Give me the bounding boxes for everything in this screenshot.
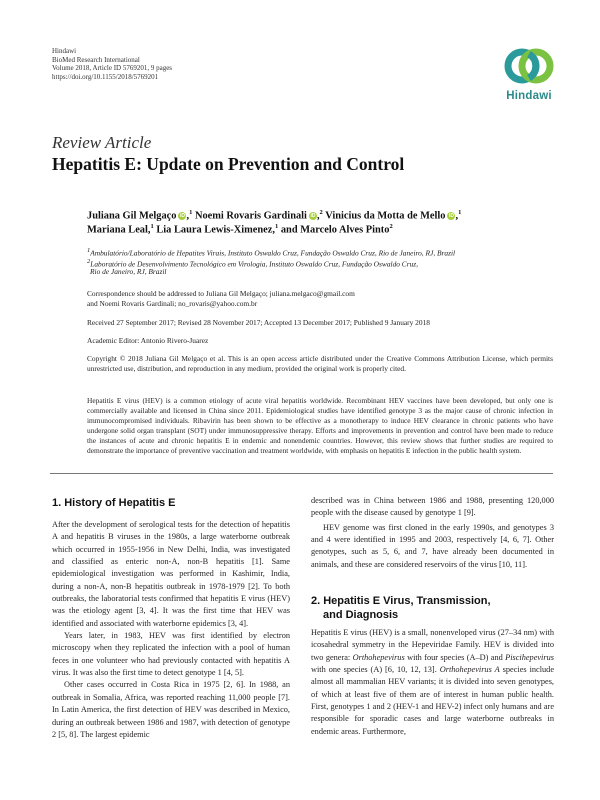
section-2-body [311,627,554,738]
orcid-icon[interactable]: iD [310,213,316,220]
section-1-heading: 1. History of Hepatitis E [52,497,176,509]
article-title: Hepatitis E: Update on Prevention and Control [52,154,405,174]
paragraph: described was in China between 1986 and 1988, presenting 120,000 people with the disease caused by genotype 1 [9]. [311,496,554,518]
paragraph: After the development of serological tests for the detection of hepatitis A and hepatitis B viruses in the 1980s, a large waterborne outbreak which occurred in 1955-1956 in New Delhi, India, was investigated and classified as enteric non-A, non-B hepatitis [1]. Same epidemiological investigation was performed in Kashimir, India, during a non-A, non-B hepatitis outbreak in 1978-1979 [2]. To both outbreaks, the laboratorial tests confirmed that hepatitis E virus (HEV) was the etiology agent [3, 4]. It was the first time that HEV was identified and associated with waterborne epidemics [3, 4]. [52,520,290,628]
author-name[interactable]: Mariana Leal, [87,224,151,236]
affiliation-number: 2 [87,258,91,265]
affiliation-2-continued [90,267,167,277]
author-affiliation-number: 1 [274,223,279,230]
author-name[interactable]: and Marcelo Alves Pinto [280,224,390,236]
hindawi-rings-icon [496,42,562,90]
genus-name: Piscihepevirus [505,652,554,662]
orcid-icon[interactable]: iD [448,213,454,220]
correspondence [87,289,355,309]
affiliation-text: Ambulatório/Laboratório de Hepatites Virais, Instituto Oswaldo Cruz, Fundação Oswaldo Cruz, Rio de Janeiro, RJ, Brazil [90,248,456,258]
article-dates [87,318,430,328]
author-name[interactable]: Lia Laura Lewis-Ximenez, [156,224,275,236]
author-name[interactable]: Juliana Gil Melgaço [87,210,177,222]
text-run: with one species (A) [6, 10, 12, 13]. [311,665,440,675]
logo-wordmark: Hindawi [506,90,552,102]
article-type: Review Article [52,133,152,152]
heading-line: 2. Hepatitis E Virus, Transmission, [311,595,491,607]
author-affiliation-number: 1 [189,209,193,216]
editor-text: Academic Editor: Antonio Rivero-Juarez [87,336,209,345]
text-run: species include almost all mammalian HEV variants; it is divided into seven genotypes, of which at least five of them are of interest in human public health. First, genotypes 1 and 2 (HEV-1 and HEV-2) infect only humans and are responsible for sporadic cases and large waterborne outbreaks in endemic areas. Furthermore, [311,665,554,736]
journal-info [52,47,172,81]
journal-name: BioMed Research International [52,55,140,64]
dates-text: Received 27 September 2017; Revised 28 November 2017; Accepted 13 December 2017; Published 9 January 2018 [87,318,430,327]
left-column [52,519,290,741]
author-name[interactable]: Noemi Rovaris Gardinali [194,210,307,222]
section-2-heading [311,595,491,622]
text-run: with four species (A–D) and [404,652,506,662]
affiliation-text: Laboratório de Desenvolvimento Tecnológico em Virologia, Instituto Oswaldo Cruz, Fundação Oswaldo Cruz, [90,259,419,269]
heading-line: and Diagnosis [323,608,399,621]
abstract: Hepatitis E virus (HEV) is a common etiology of acute viral hepatitis worldwide. Recombinant HEV vaccines have been developed, but only one is commercially available and licensed in China since 2011. Epidemiological studies have identified genotype 3 as the major cause of chronic infection in immunocompromised individuals. Ribavirin has been shown to be effective as a monotherapy to induce HEV clearance in chronic patients who have undergone solid organ transplant (SOT) under immunosuppressive therapy. Efforts and improvements in prevention and control have been made to reduce the instances of acute and chronic hepatitis E in endemic and nonendemic countries. However, this review shows that further studies are required to demonstrate the importance of preventive vaccination and treatment worldwide, with emphasis on hepatitis E infection in the public health system. [87,396,553,455]
paragraph [311,627,554,738]
species-name: Orthohepevirus A [439,665,500,675]
affiliation-text: Rio de Janeiro, RJ, Brazil [90,267,167,276]
section-divider [50,473,553,474]
academic-editor [87,336,208,346]
affiliation-number: 1 [87,247,91,254]
orcid-icon[interactable]: iD [179,213,185,220]
author-line-1: Juliana Gil Melgaço iD ,$^1$ Noemi Rovaris Gardinali iD ,$^2$ Vinicius da Motta de Mello iD ,$^1$ [87,209,462,222]
genus-name: Orthohepevirus [352,652,405,662]
paragraph: Years later, in 1983, HEV was first identified by electron microscopy when they replicated the infection with a pool of human feces in one volunteer who had previously contacted with hepatitis A virus. It was also the first time to detect genotype 1 [4, 5]. [52,631,290,678]
text-run: Hepatitis E virus (HEV) is a small, nonenveloped virus (27–34 nm) with icosahedral symmetry in the Hepeviridae Family. HEV is divided into two genera: [311,628,554,662]
paragraph: HEV genome was first cloned in the early 1990s, and genotypes 3 and 4 were identified in 1995 and 2003, respectively [4, 6, 7]. Other genotypes, such as 5, 6, and 7, have already been documented in animals, and these are considered reservoirs of the virus [10, 11]. [311,522,554,569]
author-affiliation-number: 2 [389,223,393,230]
author-name[interactable]: Vinicius da Motta de Mello [325,210,446,222]
author-line-2 [87,223,393,235]
hindawi-logo [496,42,562,106]
volume-info: Volume 2018, Article ID 5769201, 9 pages [52,64,173,73]
right-column [311,495,554,571]
publisher-name: Hindawi [52,47,77,55]
author-affiliation-number: 1 [458,209,462,216]
correspondence-line[interactable]: and Noemi Rovaris Gardinali; no_rovaris@yahoo.com.br [87,299,258,308]
paragraph: Other cases occurred in Costa Rica in 1975 [2, 6]. In 1988, an outbreak in Somalia, Africa, was reported reaching 11,000 people [7]. In Latin America, the first detection of HEV was described in Mexico, during an outbreak between 1986 and 1987, with detection of genotype 2 [5, 8]. The largest epidemic [52,680,290,739]
correspondence-line[interactable]: Correspondence should be addressed to Juliana Gil Melgaço; juliana.melgaco@gmail.com [87,289,355,298]
copyright-notice: Copyright © 2018 Juliana Gil Melgaço et al. This is an open access article distributed under the Creative Commons Attribution License, which permits unrestricted use, distribution, and reproduction in any medium, provided the original work is properly cited. [87,354,553,373]
doi-link[interactable]: https://doi.org/10.1155/2018/5769201 [52,72,159,81]
author-affiliation-number: 2 [319,209,323,216]
author-affiliation-number: 1 [150,223,154,230]
